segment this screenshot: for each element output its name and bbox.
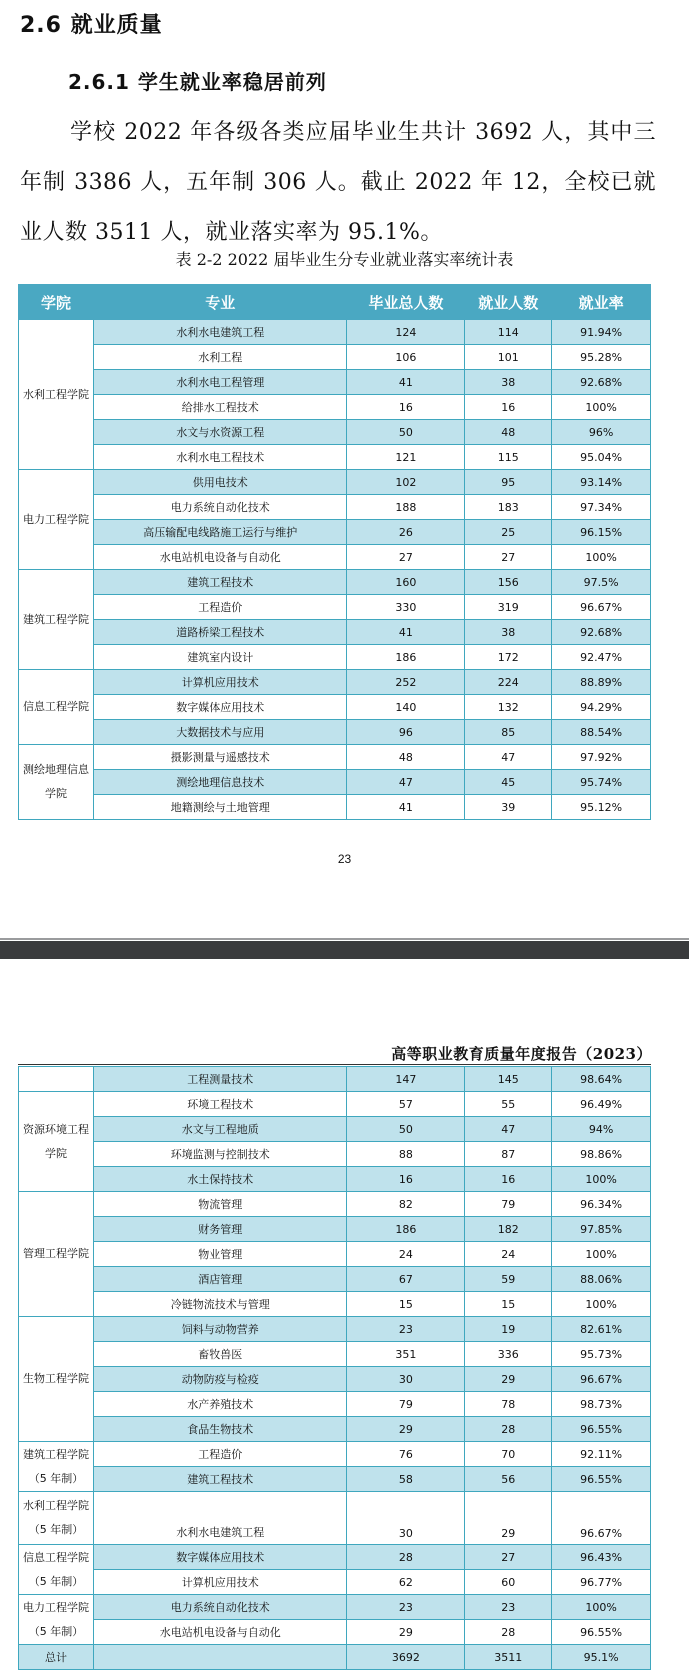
employed-cell: 114	[465, 320, 552, 345]
employed-cell: 59	[465, 1267, 552, 1292]
table-row	[19, 370, 651, 395]
graduates-cell: 58	[347, 1467, 465, 1492]
table-header-row	[19, 285, 651, 320]
employed-cell: 183	[465, 495, 552, 520]
major-cell: 水利水电工程技术	[94, 445, 347, 470]
table-row	[19, 1167, 651, 1192]
major-cell: 水电站机电设备与自动化	[94, 545, 347, 570]
table-row	[19, 1417, 651, 1442]
graduates-cell: 79	[347, 1392, 465, 1417]
table-row	[19, 1467, 651, 1492]
major-cell: 水利工程	[94, 345, 347, 370]
employed-cell: 101	[465, 345, 552, 370]
rate-cell: 100%	[552, 395, 651, 420]
employed-cell: 16	[465, 1167, 552, 1192]
graduates-cell: 88	[347, 1142, 465, 1167]
rate-cell: 100%	[552, 1292, 651, 1317]
graduates-cell: 147	[347, 1067, 465, 1092]
graduates-cell: 23	[347, 1595, 465, 1620]
major-cell: 物流管理	[94, 1192, 347, 1217]
employed-cell: 29	[465, 1367, 552, 1392]
graduates-cell: 62	[347, 1570, 465, 1595]
total-major-cell	[94, 1645, 347, 1670]
employed-cell: 79	[465, 1192, 552, 1217]
major-cell: 建筑工程技术	[94, 1467, 347, 1492]
rate-cell: 96.67%	[552, 1367, 651, 1392]
table-row	[19, 1442, 651, 1467]
graduates-cell: 24	[347, 1242, 465, 1267]
major-cell: 环境工程技术	[94, 1092, 347, 1117]
section-heading: 2.6 就业质量	[20, 13, 163, 38]
employed-cell: 15	[465, 1292, 552, 1317]
college-cell: 资源环境工程学院	[19, 1092, 94, 1192]
employed-cell: 145	[465, 1067, 552, 1092]
table-row	[19, 1392, 651, 1417]
employed-cell: 25	[465, 520, 552, 545]
rate-cell: 96.15%	[552, 520, 651, 545]
employed-cell: 156	[465, 570, 552, 595]
employed-cell: 23	[465, 1595, 552, 1620]
page-gap	[0, 941, 689, 959]
rate-cell: 98.86%	[552, 1142, 651, 1167]
rate-cell: 91.94%	[552, 320, 651, 345]
graduates-cell: 30	[347, 1367, 465, 1392]
rate-cell: 88.89%	[552, 670, 651, 695]
graduates-cell: 188	[347, 495, 465, 520]
employment-table-page2	[18, 1066, 651, 1670]
table-row	[19, 1342, 651, 1367]
header-college: 学院	[19, 285, 94, 320]
major-cell: 工程测量技术	[94, 1067, 347, 1092]
table-row	[19, 1192, 651, 1217]
employed-cell: 55	[465, 1092, 552, 1117]
rate-cell: 94.29%	[552, 695, 651, 720]
employed-cell: 132	[465, 695, 552, 720]
table-row	[19, 420, 651, 445]
table-row	[19, 1367, 651, 1392]
rate-cell: 88.06%	[552, 1267, 651, 1292]
total-rate-cell: 95.1%	[552, 1645, 651, 1670]
major-cell: 食品生物技术	[94, 1417, 347, 1442]
table-row	[19, 570, 651, 595]
rate-cell: 97.92%	[552, 745, 651, 770]
major-cell: 数字媒体应用技术	[94, 1545, 347, 1570]
employed-cell: 95	[465, 470, 552, 495]
major-cell: 电力系统自动化技术	[94, 495, 347, 520]
graduates-cell: 124	[347, 320, 465, 345]
employed-cell: 172	[465, 645, 552, 670]
employed-cell: 27	[465, 1545, 552, 1570]
major-cell: 水土保持技术	[94, 1167, 347, 1192]
table-row	[19, 645, 651, 670]
employed-cell: 78	[465, 1392, 552, 1417]
table-row	[19, 520, 651, 545]
table-row	[19, 345, 651, 370]
intro-paragraph: 学校 2022 年各级各类应届毕业生共计 3692 人，其中三年制 3386 人，五年制 306 人。截止 2022 年 12，全校已就业人数 3511 人，就业落实率为 95.1%。	[20, 120, 656, 245]
major-cell: 地籍测绘与土地管理	[94, 795, 347, 820]
rate-cell: 92.11%	[552, 1442, 651, 1467]
table-row	[19, 695, 651, 720]
rate-cell: 100%	[552, 1595, 651, 1620]
major-cell: 饲料与动物营养	[94, 1317, 347, 1342]
table-row	[19, 1595, 651, 1620]
major-cell: 水文与工程地质	[94, 1117, 347, 1142]
total-row	[19, 1645, 651, 1670]
table-row	[19, 470, 651, 495]
college-cell: 建筑工程学院	[19, 570, 94, 670]
graduates-cell: 41	[347, 620, 465, 645]
graduates-cell: 23	[347, 1317, 465, 1342]
employed-cell: 115	[465, 445, 552, 470]
major-cell: 计算机应用技术	[94, 1570, 347, 1595]
employed-cell: 24	[465, 1242, 552, 1267]
major-cell: 测绘地理信息技术	[94, 770, 347, 795]
major-cell: 环境监测与控制技术	[94, 1142, 347, 1167]
major-cell: 酒店管理	[94, 1267, 347, 1292]
graduates-cell: 27	[347, 545, 465, 570]
employed-cell: 28	[465, 1417, 552, 1442]
graduates-cell: 57	[347, 1092, 465, 1117]
table-row	[19, 1292, 651, 1317]
table-row	[19, 620, 651, 645]
graduates-cell: 16	[347, 1167, 465, 1192]
rate-cell: 98.64%	[552, 1067, 651, 1092]
graduates-cell: 67	[347, 1267, 465, 1292]
rate-cell: 96.67%	[552, 595, 651, 620]
graduates-cell: 30	[347, 1492, 465, 1545]
header-employed: 就业人数	[465, 285, 552, 320]
rate-cell: 92.47%	[552, 645, 651, 670]
graduates-cell: 76	[347, 1442, 465, 1467]
college-cell: 电力工程学院（5 年制）	[19, 1595, 94, 1645]
table-caption: 表 2-2 2022 届毕业生分专业就业落实率统计表	[175, 250, 514, 269]
header-major: 专业	[94, 285, 347, 320]
major-cell: 电力系统自动化技术	[94, 1595, 347, 1620]
rate-cell: 94%	[552, 1117, 651, 1142]
table-row	[19, 1142, 651, 1167]
major-cell: 水文与水资源工程	[94, 420, 347, 445]
employed-cell: 70	[465, 1442, 552, 1467]
college-cell	[19, 1067, 94, 1092]
graduates-cell: 15	[347, 1292, 465, 1317]
graduates-cell: 351	[347, 1342, 465, 1367]
rate-cell: 100%	[552, 1242, 651, 1267]
table-row	[19, 1570, 651, 1595]
graduates-cell: 50	[347, 1117, 465, 1142]
college-cell: 电力工程学院	[19, 470, 94, 570]
major-cell: 工程造价	[94, 595, 347, 620]
major-cell: 道路桥梁工程技术	[94, 620, 347, 645]
graduates-cell: 121	[347, 445, 465, 470]
graduates-cell: 160	[347, 570, 465, 595]
employed-cell: 47	[465, 1117, 552, 1142]
major-cell: 水利水电建筑工程	[94, 320, 347, 345]
table-row	[19, 720, 651, 745]
table-row	[19, 1242, 651, 1267]
major-cell: 物业管理	[94, 1242, 347, 1267]
graduates-cell: 102	[347, 470, 465, 495]
table-row	[19, 1545, 651, 1570]
major-cell: 财务管理	[94, 1217, 347, 1242]
major-cell: 动物防疫与检疫	[94, 1367, 347, 1392]
college-cell: 管理工程学院	[19, 1192, 94, 1317]
employed-cell: 85	[465, 720, 552, 745]
table-row	[19, 545, 651, 570]
employed-cell: 29	[465, 1492, 552, 1545]
graduates-cell: 252	[347, 670, 465, 695]
rate-cell: 97.85%	[552, 1217, 651, 1242]
employed-cell: 45	[465, 770, 552, 795]
table-row	[19, 1267, 651, 1292]
graduates-cell: 47	[347, 770, 465, 795]
rate-cell: 96.55%	[552, 1620, 651, 1645]
college-cell: 生物工程学院	[19, 1317, 94, 1442]
graduates-cell: 140	[347, 695, 465, 720]
employed-cell: 56	[465, 1467, 552, 1492]
graduates-cell: 29	[347, 1417, 465, 1442]
total-label-cell: 总计	[19, 1645, 94, 1670]
rate-cell: 96.77%	[552, 1570, 651, 1595]
graduates-cell: 96	[347, 720, 465, 745]
graduates-cell: 41	[347, 795, 465, 820]
employed-cell: 19	[465, 1317, 552, 1342]
rate-cell: 92.68%	[552, 620, 651, 645]
major-cell: 计算机应用技术	[94, 670, 347, 695]
college-cell: 水利工程学院（5 年制）	[19, 1492, 94, 1545]
table-row	[19, 495, 651, 520]
employed-cell: 87	[465, 1142, 552, 1167]
rate-cell: 100%	[552, 545, 651, 570]
rate-cell: 96.67%	[552, 1492, 651, 1545]
graduates-cell: 48	[347, 745, 465, 770]
rate-cell: 96.55%	[552, 1467, 651, 1492]
employed-cell: 224	[465, 670, 552, 695]
rate-cell: 96.43%	[552, 1545, 651, 1570]
rate-cell: 100%	[552, 1167, 651, 1192]
employed-cell: 27	[465, 545, 552, 570]
major-cell: 建筑室内设计	[94, 645, 347, 670]
college-cell: 测绘地理信息学院	[19, 745, 94, 820]
subsection-heading: 2.6.1 学生就业率稳居前列	[68, 70, 327, 94]
page-number: 23	[337, 852, 352, 866]
rate-cell: 96.34%	[552, 1192, 651, 1217]
graduates-cell: 50	[347, 420, 465, 445]
college-cell: 建筑工程学院（5 年制）	[19, 1442, 94, 1492]
employed-cell: 48	[465, 420, 552, 445]
major-cell: 摄影测量与遥感技术	[94, 745, 347, 770]
graduates-cell: 26	[347, 520, 465, 545]
rate-cell: 95.04%	[552, 445, 651, 470]
table-row	[19, 445, 651, 470]
table-row	[19, 595, 651, 620]
major-cell: 数字媒体应用技术	[94, 695, 347, 720]
major-cell: 畜牧兽医	[94, 1342, 347, 1367]
rate-cell: 95.73%	[552, 1342, 651, 1367]
college-cell: 信息工程学院	[19, 670, 94, 745]
page-header-title: 高等职业教育质量年度报告（2023）	[391, 1045, 652, 1063]
graduates-cell: 186	[347, 645, 465, 670]
major-cell: 冷链物流技术与管理	[94, 1292, 347, 1317]
graduates-cell: 82	[347, 1192, 465, 1217]
header-graduates: 毕业总人数	[347, 285, 465, 320]
header-rate: 就业率	[552, 285, 651, 320]
graduates-cell: 28	[347, 1545, 465, 1570]
employed-cell: 38	[465, 620, 552, 645]
employed-cell: 47	[465, 745, 552, 770]
major-cell: 高压输配电线路施工运行与维护	[94, 520, 347, 545]
rate-cell: 92.68%	[552, 370, 651, 395]
table-row	[19, 320, 651, 345]
college-cell: 水利工程学院	[19, 320, 94, 470]
major-cell: 供用电技术	[94, 470, 347, 495]
table-row	[19, 745, 651, 770]
rate-cell: 96.55%	[552, 1417, 651, 1442]
table-row	[19, 670, 651, 695]
employment-table-page1	[18, 284, 651, 820]
rate-cell: 97.34%	[552, 495, 651, 520]
rate-cell: 95.74%	[552, 770, 651, 795]
table-row	[19, 795, 651, 820]
major-cell: 工程造价	[94, 1442, 347, 1467]
page-divider-line	[0, 938, 689, 940]
rate-cell: 96%	[552, 420, 651, 445]
employed-cell: 319	[465, 595, 552, 620]
employed-cell: 60	[465, 1570, 552, 1595]
rate-cell: 93.14%	[552, 470, 651, 495]
table-row	[19, 1492, 651, 1545]
graduates-cell: 16	[347, 395, 465, 420]
employed-cell: 16	[465, 395, 552, 420]
table-row	[19, 1067, 651, 1092]
major-cell: 水电站机电设备与自动化	[94, 1620, 347, 1645]
table-row	[19, 395, 651, 420]
rate-cell: 95.12%	[552, 795, 651, 820]
rate-cell: 95.28%	[552, 345, 651, 370]
table-row	[19, 1092, 651, 1117]
major-cell: 水产养殖技术	[94, 1392, 347, 1417]
table-row	[19, 1117, 651, 1142]
major-cell: 大数据技术与应用	[94, 720, 347, 745]
graduates-cell: 106	[347, 345, 465, 370]
employed-cell: 28	[465, 1620, 552, 1645]
employed-cell: 38	[465, 370, 552, 395]
graduates-cell: 330	[347, 595, 465, 620]
total-graduates-cell: 3692	[347, 1645, 465, 1670]
graduates-cell: 186	[347, 1217, 465, 1242]
rate-cell: 98.73%	[552, 1392, 651, 1417]
college-cell: 信息工程学院（5 年制）	[19, 1545, 94, 1595]
major-cell: 水利水电建筑工程	[94, 1492, 347, 1545]
total-employed-cell: 3511	[465, 1645, 552, 1670]
table-row	[19, 1620, 651, 1645]
table-row	[19, 1317, 651, 1342]
employed-cell: 39	[465, 795, 552, 820]
employed-cell: 182	[465, 1217, 552, 1242]
rate-cell: 82.61%	[552, 1317, 651, 1342]
rate-cell: 97.5%	[552, 570, 651, 595]
major-cell: 水利水电工程管理	[94, 370, 347, 395]
rate-cell: 88.54%	[552, 720, 651, 745]
major-cell: 给排水工程技术	[94, 395, 347, 420]
graduates-cell: 29	[347, 1620, 465, 1645]
major-cell: 建筑工程技术	[94, 570, 347, 595]
page-header-rule	[18, 1064, 651, 1065]
table-row	[19, 770, 651, 795]
graduates-cell: 41	[347, 370, 465, 395]
employed-cell: 336	[465, 1342, 552, 1367]
table-row	[19, 1217, 651, 1242]
rate-cell: 96.49%	[552, 1092, 651, 1117]
